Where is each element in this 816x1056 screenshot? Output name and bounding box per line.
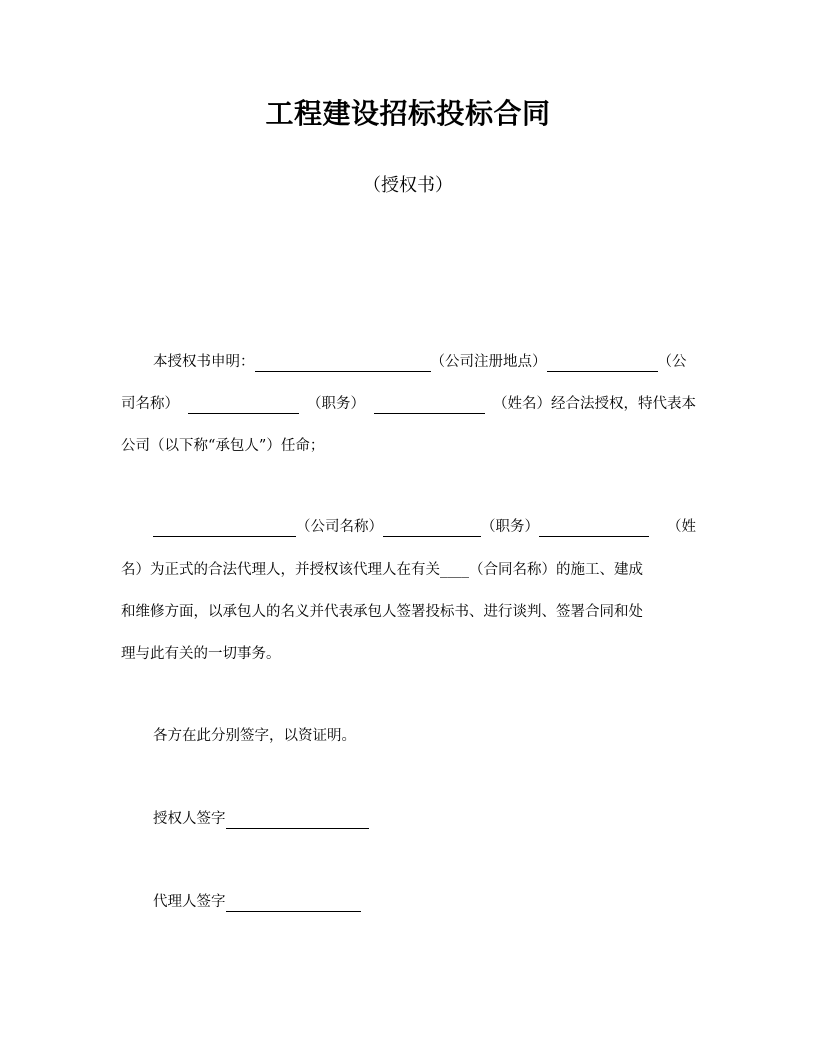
paragraph-2-line-3: 和维修方面，以承包人的名义并代表承包人签署投标书、进行谈判、签署合同和处 xyxy=(121,604,643,620)
document-subtitle: （授权书） xyxy=(363,175,453,196)
paragraph-2-line-2: 名）为正式的合法代理人，并授权该代理人在有关____（合同名称）的施工、建成 xyxy=(121,562,643,578)
principal-signature-blank[interactable] xyxy=(226,814,369,829)
agent-company-label: （公司名称） xyxy=(296,519,383,535)
authorization-text: （姓名）经合法授权，特代表本 xyxy=(493,396,696,412)
company-name-blank[interactable] xyxy=(547,357,658,372)
registered-address-blank[interactable] xyxy=(255,357,431,372)
position-label: （职务） xyxy=(307,396,365,412)
agent-signature-blank[interactable] xyxy=(226,897,361,912)
agent-name-blank[interactable] xyxy=(539,522,649,537)
agent-company-blank[interactable] xyxy=(153,522,296,537)
paragraph-3: 各方在此分别签字，以资证明。 xyxy=(153,728,356,744)
company-name-label-start: （公 xyxy=(657,354,687,370)
paragraph-1-line-2 xyxy=(121,391,696,417)
statement-label: 本授权书申明： xyxy=(153,354,255,370)
paragraph-1-line-1 xyxy=(153,349,696,375)
agent-position-label: （职务） xyxy=(481,519,539,535)
name-blank[interactable] xyxy=(374,399,485,414)
paragraph-1-line-3: 公司（以下称“承包人”）任命； xyxy=(121,438,325,454)
principal-signature-label: 授权人签字 xyxy=(153,811,226,827)
registered-address-label: （公司注册地点） xyxy=(430,354,547,370)
document-title: 工程建设招标投标合同 xyxy=(265,97,551,130)
agent-signature-label: 代理人签字 xyxy=(153,894,226,910)
position-blank[interactable] xyxy=(188,399,299,414)
agent-name-label-start: （姓 xyxy=(667,519,696,535)
company-name-label-end: 司名称） xyxy=(121,396,179,412)
principal-signature-line xyxy=(153,806,696,832)
agent-position-blank[interactable] xyxy=(383,522,481,537)
paragraph-2-line-4: 理与此有关的一切事务。 xyxy=(121,646,281,662)
paragraph-2-line-1 xyxy=(153,514,696,540)
agent-signature-line xyxy=(153,889,696,915)
